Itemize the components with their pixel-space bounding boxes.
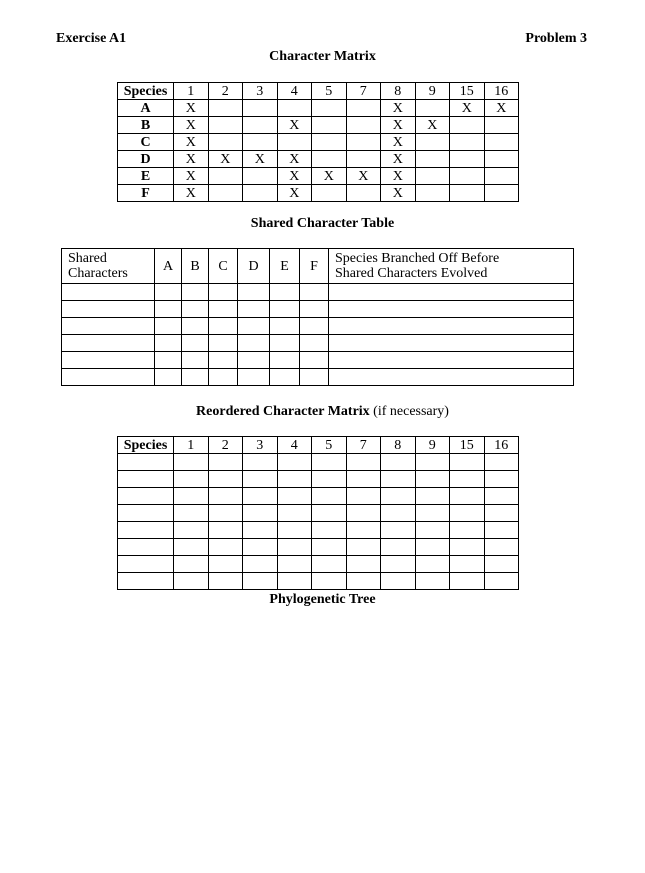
reorder-cell[interactable] xyxy=(243,556,278,573)
reorder-cell[interactable] xyxy=(381,505,416,522)
reorder-cell[interactable] xyxy=(346,556,381,573)
reorder-row xyxy=(118,505,519,522)
reorder-cell[interactable] xyxy=(208,471,243,488)
matrix-cell xyxy=(484,134,519,151)
matrix-header-row xyxy=(118,83,519,100)
matrix-cell: X xyxy=(174,185,209,202)
matrix-cell xyxy=(243,117,278,134)
matrix-cell: X xyxy=(174,100,209,117)
matrix-species-header: Species xyxy=(118,83,174,100)
reorder-cell[interactable] xyxy=(208,488,243,505)
reorder-cell[interactable] xyxy=(312,539,347,556)
shared-table-cell[interactable] xyxy=(182,301,209,318)
reorder-row xyxy=(118,488,519,505)
reorder-cell[interactable] xyxy=(243,454,278,471)
shared-table-cell[interactable] xyxy=(270,301,300,318)
species-col-a: A xyxy=(155,249,182,284)
shared-table-cell[interactable] xyxy=(155,369,182,386)
reorder-cell[interactable] xyxy=(346,539,381,556)
reorder-cell[interactable] xyxy=(312,573,347,590)
matrix-cell: X xyxy=(277,185,312,202)
reorder-cell[interactable] xyxy=(484,522,519,539)
reorder-cell[interactable] xyxy=(312,556,347,573)
matrix-row xyxy=(118,185,519,202)
matrix-cell xyxy=(346,117,381,134)
matrix-cell xyxy=(346,134,381,151)
reorder-species-header: Species xyxy=(118,437,174,454)
reorder-cell[interactable] xyxy=(312,522,347,539)
matrix-column-header: 15 xyxy=(450,83,485,100)
reorder-cell[interactable] xyxy=(484,556,519,573)
shared-table-cell[interactable] xyxy=(329,369,574,386)
reorder-row xyxy=(118,556,519,573)
species-col-b: B xyxy=(182,249,209,284)
reorder-cell[interactable] xyxy=(208,573,243,590)
shared-table-cell[interactable] xyxy=(155,352,182,369)
matrix-cell xyxy=(450,168,485,185)
reorder-cell[interactable] xyxy=(450,539,485,556)
matrix-cell xyxy=(208,168,243,185)
reorder-cell[interactable] xyxy=(277,573,312,590)
matrix-cell: X xyxy=(381,151,416,168)
shared-table-cell[interactable] xyxy=(270,352,300,369)
reorder-cell[interactable] xyxy=(381,556,416,573)
reorder-cell[interactable] xyxy=(208,522,243,539)
shared-table-cell[interactable] xyxy=(209,352,238,369)
matrix-cell: X xyxy=(277,168,312,185)
reorder-row xyxy=(118,522,519,539)
shared-table-header-row xyxy=(62,249,574,284)
shared-table-cell[interactable] xyxy=(238,369,270,386)
reorder-cell[interactable] xyxy=(484,454,519,471)
reorder-header-row xyxy=(118,437,519,454)
reorder-cell[interactable] xyxy=(381,471,416,488)
matrix-cell xyxy=(208,100,243,117)
reorder-cell[interactable] xyxy=(415,522,450,539)
reorder-cell[interactable] xyxy=(381,539,416,556)
reorder-column-header: 4 xyxy=(277,437,312,454)
reorder-cell[interactable] xyxy=(118,556,174,573)
shared-table-cell[interactable] xyxy=(270,284,300,301)
species-col-c: C xyxy=(209,249,238,284)
species-col-e: E xyxy=(270,249,300,284)
reorder-cell[interactable] xyxy=(118,505,174,522)
matrix-cell xyxy=(208,134,243,151)
shared-table-cell[interactable] xyxy=(182,284,209,301)
matrix-column-header: 2 xyxy=(208,83,243,100)
reorder-cell[interactable] xyxy=(381,488,416,505)
reorder-row xyxy=(118,539,519,556)
reorder-cell[interactable] xyxy=(277,522,312,539)
matrix-cell xyxy=(346,151,381,168)
reorder-cell[interactable] xyxy=(450,505,485,522)
reorder-cell[interactable] xyxy=(450,522,485,539)
reorder-cell[interactable] xyxy=(346,505,381,522)
matrix-species-cell: D xyxy=(118,151,174,168)
matrix-cell xyxy=(243,134,278,151)
reorder-cell[interactable] xyxy=(118,573,174,590)
reorder-cell[interactable] xyxy=(243,522,278,539)
reorder-row xyxy=(118,454,519,471)
matrix-cell: X xyxy=(484,100,519,117)
reorder-cell[interactable] xyxy=(208,539,243,556)
reorder-cell[interactable] xyxy=(277,488,312,505)
matrix-cell: X xyxy=(277,117,312,134)
matrix-row xyxy=(118,168,519,185)
shared-table-cell[interactable] xyxy=(62,335,155,352)
reorder-cell[interactable] xyxy=(346,471,381,488)
reorder-cell[interactable] xyxy=(277,471,312,488)
reorder-cell[interactable] xyxy=(174,454,209,471)
reordered-matrix-table xyxy=(117,436,519,590)
matrix-cell: X xyxy=(174,134,209,151)
shared-table-cell[interactable] xyxy=(182,369,209,386)
matrix-species-cell: C xyxy=(118,134,174,151)
reorder-cell[interactable] xyxy=(450,471,485,488)
matrix-column-header: 7 xyxy=(346,83,381,100)
reorder-cell[interactable] xyxy=(484,573,519,590)
shared-table-cell[interactable] xyxy=(62,301,155,318)
reorder-cell[interactable] xyxy=(118,539,174,556)
reorder-cell[interactable] xyxy=(450,573,485,590)
reorder-column-header: 7 xyxy=(346,437,381,454)
reorder-cell[interactable] xyxy=(346,573,381,590)
reorder-cell[interactable] xyxy=(277,556,312,573)
character-matrix-table xyxy=(117,82,519,202)
matrix-row xyxy=(118,151,519,168)
matrix-column-header: 16 xyxy=(484,83,519,100)
shared-table-title: Shared Character Table xyxy=(250,216,395,231)
matrix-cell xyxy=(415,168,450,185)
reorder-cell[interactable] xyxy=(312,454,347,471)
matrix-species-cell: F xyxy=(118,185,174,202)
reorder-cell[interactable] xyxy=(415,505,450,522)
matrix-row xyxy=(118,117,519,134)
matrix-cell xyxy=(484,185,519,202)
matrix-column-header: 9 xyxy=(415,83,450,100)
reorder-cell[interactable] xyxy=(174,488,209,505)
reorder-cell[interactable] xyxy=(243,488,278,505)
reorder-column-header: 15 xyxy=(450,437,485,454)
reorder-cell[interactable] xyxy=(484,488,519,505)
reorder-cell[interactable] xyxy=(346,522,381,539)
reorder-cell[interactable] xyxy=(208,454,243,471)
shared-table-cell[interactable] xyxy=(155,301,182,318)
matrix-cell xyxy=(346,185,381,202)
shared-table-row xyxy=(62,284,574,301)
reorder-cell[interactable] xyxy=(450,454,485,471)
reorder-cell[interactable] xyxy=(118,454,174,471)
matrix-cell xyxy=(312,185,347,202)
reorder-cell[interactable] xyxy=(381,522,416,539)
matrix-row xyxy=(118,134,519,151)
matrix-column-header: 3 xyxy=(243,83,278,100)
shared-table-row xyxy=(62,301,574,318)
matrix-cell: X xyxy=(381,168,416,185)
shared-table-cell[interactable] xyxy=(300,335,329,352)
matrix-cell xyxy=(312,100,347,117)
matrix-column-header: 8 xyxy=(381,83,416,100)
reorder-cell[interactable] xyxy=(484,471,519,488)
shared-table-cell[interactable] xyxy=(62,352,155,369)
shared-table-cell[interactable] xyxy=(329,318,574,335)
matrix-cell: X xyxy=(174,117,209,134)
matrix-column-header: 1 xyxy=(174,83,209,100)
shared-table-cell[interactable] xyxy=(238,301,270,318)
problem-label: Problem 3 xyxy=(525,31,587,46)
shared-table-cell[interactable] xyxy=(155,318,182,335)
matrix-row xyxy=(118,100,519,117)
matrix-cell: X xyxy=(208,151,243,168)
reorder-row xyxy=(118,471,519,488)
shared-table-cell[interactable] xyxy=(62,318,155,335)
species-col-f: F xyxy=(300,249,329,284)
matrix-cell xyxy=(277,134,312,151)
reorder-column-header: 2 xyxy=(208,437,243,454)
shared-table-cell[interactable] xyxy=(329,352,574,369)
shared-table-cell[interactable] xyxy=(300,301,329,318)
reorder-cell[interactable] xyxy=(174,573,209,590)
reorder-cell[interactable] xyxy=(174,522,209,539)
reorder-cell[interactable] xyxy=(277,505,312,522)
matrix-cell xyxy=(312,117,347,134)
matrix-cell xyxy=(243,100,278,117)
matrix-cell xyxy=(415,185,450,202)
shared-table-cell[interactable] xyxy=(155,284,182,301)
matrix-cell: X xyxy=(312,168,347,185)
reorder-cell[interactable] xyxy=(118,488,174,505)
matrix-cell xyxy=(450,151,485,168)
shared-table-cell[interactable] xyxy=(270,318,300,335)
shared-table-cell[interactable] xyxy=(182,352,209,369)
reorder-cell[interactable] xyxy=(450,488,485,505)
reorder-cell[interactable] xyxy=(450,556,485,573)
reorder-column-header: 1 xyxy=(174,437,209,454)
shared-table-cell[interactable] xyxy=(182,335,209,352)
matrix-cell: X xyxy=(174,168,209,185)
matrix-cell xyxy=(484,151,519,168)
reorder-cell[interactable] xyxy=(174,539,209,556)
matrix-cell: X xyxy=(381,134,416,151)
reorder-cell[interactable] xyxy=(381,573,416,590)
shared-table-row xyxy=(62,369,574,386)
reorder-column-header: 8 xyxy=(381,437,416,454)
reorder-cell[interactable] xyxy=(415,556,450,573)
reorder-cell[interactable] xyxy=(415,573,450,590)
shared-table-cell[interactable] xyxy=(300,352,329,369)
matrix-column-header: 4 xyxy=(277,83,312,100)
matrix-cell: X xyxy=(243,151,278,168)
reorder-cell[interactable] xyxy=(415,488,450,505)
matrix-cell: X xyxy=(174,151,209,168)
shared-table-row xyxy=(62,335,574,352)
character-matrix-title: Character Matrix xyxy=(269,49,376,64)
reorder-cell[interactable] xyxy=(312,471,347,488)
matrix-cell xyxy=(346,100,381,117)
shared-table-cell[interactable] xyxy=(238,335,270,352)
shared-table-cell[interactable] xyxy=(182,318,209,335)
matrix-cell xyxy=(450,134,485,151)
shared-table-cell[interactable] xyxy=(209,318,238,335)
reorder-column-header: 16 xyxy=(484,437,519,454)
shared-table-cell[interactable] xyxy=(270,335,300,352)
reorder-cell[interactable] xyxy=(118,471,174,488)
matrix-cell xyxy=(484,117,519,134)
matrix-cell: X xyxy=(381,100,416,117)
matrix-cell xyxy=(450,117,485,134)
matrix-species-cell: A xyxy=(118,100,174,117)
reorder-cell[interactable] xyxy=(277,539,312,556)
shared-table-cell[interactable] xyxy=(62,284,155,301)
reordered-matrix-title: Reordered Character Matrix (if necessary) xyxy=(196,404,449,419)
reorder-cell[interactable] xyxy=(243,471,278,488)
phylogenetic-tree-title: Phylogenetic Tree xyxy=(269,592,376,607)
reorder-cell[interactable] xyxy=(277,454,312,471)
shared-character-table xyxy=(61,248,574,386)
shared-table-cell[interactable] xyxy=(300,369,329,386)
shared-table-cell[interactable] xyxy=(270,369,300,386)
reorder-cell[interactable] xyxy=(174,471,209,488)
matrix-cell: X xyxy=(381,185,416,202)
shared-table-cell[interactable] xyxy=(62,369,155,386)
matrix-cell xyxy=(415,151,450,168)
reorder-cell[interactable] xyxy=(118,522,174,539)
reorder-cell[interactable] xyxy=(174,505,209,522)
matrix-cell xyxy=(208,117,243,134)
shared-table-cell[interactable] xyxy=(329,301,574,318)
shared-table-cell[interactable] xyxy=(209,369,238,386)
reorder-column-header: 3 xyxy=(243,437,278,454)
reorder-cell[interactable] xyxy=(174,556,209,573)
matrix-cell: X xyxy=(346,168,381,185)
reorder-cell[interactable] xyxy=(415,454,450,471)
reorder-row xyxy=(118,573,519,590)
reorder-cell[interactable] xyxy=(243,505,278,522)
shared-table-cell[interactable] xyxy=(209,335,238,352)
shared-table-cell[interactable] xyxy=(209,284,238,301)
reorder-cell[interactable] xyxy=(381,454,416,471)
matrix-cell: X xyxy=(381,117,416,134)
species-col-d: D xyxy=(238,249,270,284)
reorder-cell[interactable] xyxy=(243,573,278,590)
reorder-cell[interactable] xyxy=(415,471,450,488)
shared-table-cell[interactable] xyxy=(300,284,329,301)
shared-table-cell[interactable] xyxy=(238,352,270,369)
reorder-cell[interactable] xyxy=(484,505,519,522)
matrix-species-cell: B xyxy=(118,117,174,134)
shared-table-cell[interactable] xyxy=(329,335,574,352)
branched-off-header: Species Branched Off Before Shared Characters Evolved xyxy=(329,249,574,284)
reorder-cell[interactable] xyxy=(243,539,278,556)
reorder-cell[interactable] xyxy=(346,454,381,471)
shared-table-cell[interactable] xyxy=(329,284,574,301)
matrix-cell xyxy=(450,185,485,202)
matrix-cell xyxy=(484,168,519,185)
matrix-cell xyxy=(243,168,278,185)
reorder-column-header: 9 xyxy=(415,437,450,454)
matrix-cell xyxy=(312,134,347,151)
reorder-cell[interactable] xyxy=(415,539,450,556)
shared-table-cell[interactable] xyxy=(238,284,270,301)
matrix-cell: X xyxy=(277,151,312,168)
shared-table-row xyxy=(62,318,574,335)
matrix-column-header: 5 xyxy=(312,83,347,100)
reorder-cell[interactable] xyxy=(346,488,381,505)
reorder-column-header: 5 xyxy=(312,437,347,454)
matrix-species-cell: E xyxy=(118,168,174,185)
matrix-cell xyxy=(208,185,243,202)
reorder-cell[interactable] xyxy=(208,556,243,573)
matrix-cell: X xyxy=(450,100,485,117)
shared-table-cell[interactable] xyxy=(155,335,182,352)
matrix-cell xyxy=(312,151,347,168)
exercise-label: Exercise A1 xyxy=(56,31,127,46)
matrix-cell xyxy=(277,100,312,117)
shared-characters-header: Shared Characters xyxy=(62,249,155,284)
matrix-cell xyxy=(415,134,450,151)
reorder-cell[interactable] xyxy=(312,488,347,505)
reorder-cell[interactable] xyxy=(484,539,519,556)
matrix-cell xyxy=(415,100,450,117)
matrix-cell: X xyxy=(415,117,450,134)
reorder-cell[interactable] xyxy=(312,505,347,522)
reorder-cell[interactable] xyxy=(208,505,243,522)
matrix-cell xyxy=(243,185,278,202)
shared-table-cell[interactable] xyxy=(209,301,238,318)
shared-table-cell[interactable] xyxy=(300,318,329,335)
shared-table-row xyxy=(62,352,574,369)
shared-table-cell[interactable] xyxy=(238,318,270,335)
